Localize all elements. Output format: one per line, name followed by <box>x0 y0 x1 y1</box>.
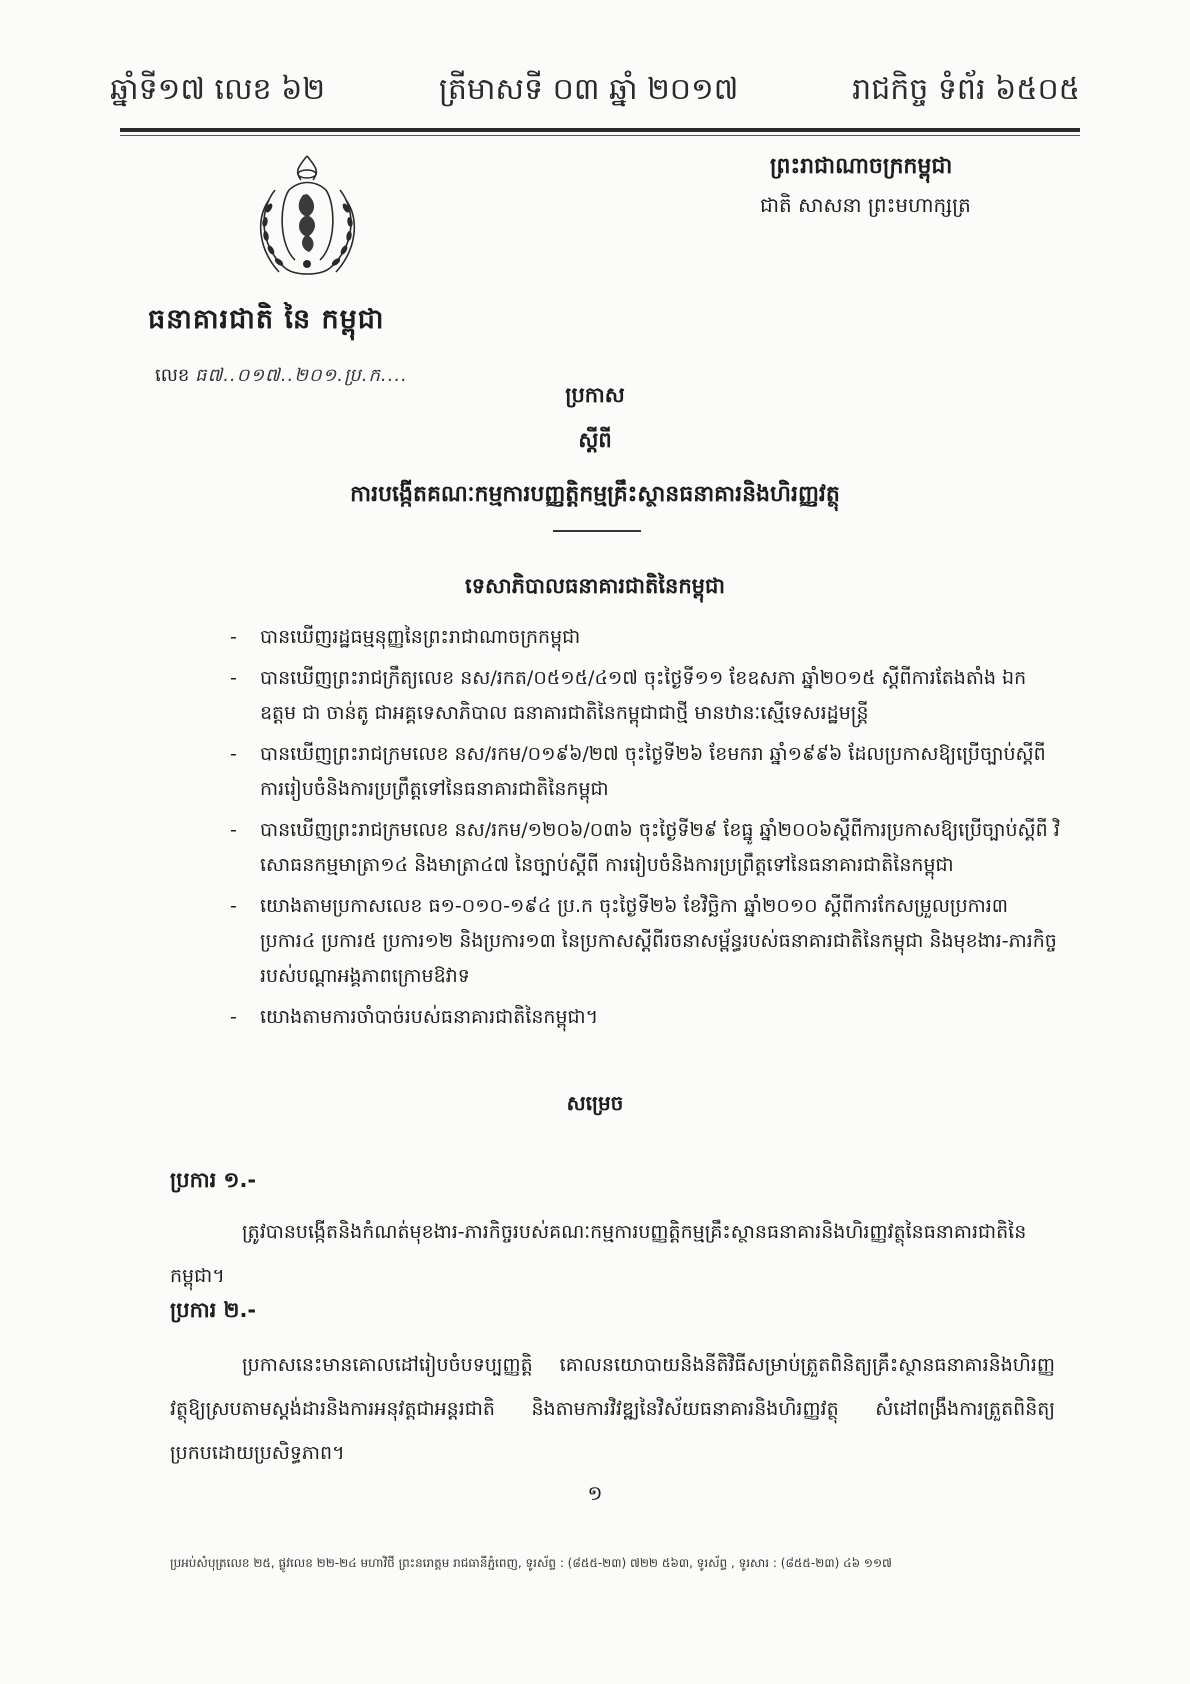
gazette-header <box>110 70 1080 114</box>
bank-name: ធនាគារជាតិ នៃ កម្ពុជា <box>148 304 385 335</box>
footer-address: ប្រអប់សំបុត្រលេខ ២៥, ផ្លូវលេខ ២២-២៤ មហាវិថី ព្រះនរោត្តម រាជធានីភ្នំពេញ, ទូរស័ព្ទ : (៨៥៥-២៣) ៧២២ ៥៦៣, ទូរស័ព្ទ , ទូរសារ : (៨៥៥-២៣) ៤៦ ១១៧ <box>170 1556 892 1570</box>
decision-heading: សម្រេច <box>566 1091 624 1115</box>
article-1-heading: ប្រការ ១.- <box>170 1168 257 1192</box>
article-2-heading: ប្រការ ២.- <box>170 1298 257 1322</box>
kingdom-motto: ជាតិ សាសនា ព្រះមហាក្សត្រ <box>760 193 971 217</box>
header-rule-thick <box>120 128 1080 132</box>
gazette-quarter: ត្រីមាសទី ០៣ ឆ្នាំ ២០១៧ <box>438 72 739 107</box>
recital-item: - បានឃើញព្រះរាជក្រឹត្យលេខ នស/រកត/០៥១៥/៤១៧ ចុះថ្ងៃទី១១ ខែឧសភា ឆ្នាំ២០១៥ ស្តីពីការតែងតាំង ឯកឧត្តម ជា ចាន់តូ ជាអគ្គទេសាភិបាល ធនាគារជាតិនៃកម្ពុជាជាថ្មី មានឋានៈស្មើទេសរដ្ឋមន្ត្រី <box>230 667 1027 724</box>
gazette-year-issue: ឆ្នាំទី១៧ លេខ ៦២ <box>110 72 326 107</box>
issuer-title: ទេសាភិបាលធនាគារជាតិនៃកម្ពុជា <box>465 574 725 598</box>
recital-item: - បានឃើញរដ្ឋធម្មនុញ្ញនៃព្រះរាជាណាចក្រកម្ពុជា <box>230 626 581 648</box>
gazette-page-ref: រាជកិច្ច ទំព័រ ៦៥០៥ <box>852 72 1080 107</box>
page-number: ១ <box>587 1481 603 1505</box>
title-divider <box>553 530 641 532</box>
doc-subject: ការបង្កើតគណៈកម្មការបញ្ញត្តិកម្មគ្រឹះស្ថានធនាគារនិងហិរញ្ញវត្ថុ <box>350 482 840 507</box>
recitals-list <box>230 620 1060 1041</box>
article-2-body: ប្រកាសនេះមានគោលដៅរៀបចំបទប្បញ្ញត្តិ គោលនយោបាយនិងនីតិវិធីសម្រាប់ត្រួតពិនិត្យគ្រឹះស្ថានធនាគារនិងហិរញ្ញវត្ថុឱ្យស្របតាមស្តង់ដារនិងការអនុវត្តជាអន្តរជាតិ និងតាមការវិវឌ្ឍនៃវិស័យធនាគារនិងហិរញ្ញវត្ថុ សំដៅពង្រឹងការត្រួតពិនិត្យប្រកបដោយប្រសិទ្ធភាព។ <box>170 1354 1055 1464</box>
bank-emblem-icon <box>245 150 370 285</box>
kingdom-name: ព្រះរាជាណាចក្រកម្ពុជា <box>770 154 953 179</box>
article-1-body: ត្រូវបានបង្កើតនិងកំណត់មុខងារ-ភារកិច្ចរបស់គណៈកម្មការបញ្ញត្តិកម្មគ្រឹះស្ថានធនាគារនិងហិរញ្ញវត្ថុនៃធនាគារជាតិនៃកម្ពុជា។ <box>170 1221 1027 1287</box>
reference-value: ធ៧..០១៧..២០១.ប្រ.ក.... <box>195 365 408 386</box>
recital-item: - យោងតាមការចាំបាច់របស់ធនាគារជាតិនៃកម្ពុជា។ <box>230 1006 599 1028</box>
doc-about-label: ស្តីពី <box>578 428 612 452</box>
recital-item: - បានឃើញព្រះរាជក្រមលេខ នស/រកម/១២០៦/០៣៦ ចុះថ្ងៃទី២៩ ខែធ្នូ ឆ្នាំ២០០៦ស្តីពីការប្រកាសឱ្យប្រើច្បាប់ស្តីពី វិសោធនកម្មមាត្រា១៤ និងមាត្រា៤៧ នៃច្បាប់ស្តីពី ការរៀបចំនិងការប្រព្រឹត្តទៅនៃធនាគារជាតិនៃកម្ពុជា <box>230 819 1060 876</box>
header-rule-thin <box>120 135 1080 136</box>
kingdom-block <box>760 152 1080 222</box>
recital-item: - យោងតាមប្រកាសលេខ ធ១-០១០-១៩៤ ប្រ.ក ចុះថ្ងៃទី២៦ ខែវិច្ឆិកា ឆ្នាំ២០១០ ស្តីពីការកែសម្រួលប្រការ៣ ប្រការ៤ ប្រការ៥ ប្រការ១២ និងប្រការ១៣ នៃប្រកាសស្តីពីរចនាសម្ព័ន្ធរបស់ធនាគារជាតិនៃកម្ពុជា និងមុខងារ-ភារកិច្ចរបស់បណ្តាអង្គភាពក្រោមឱវាទ <box>230 895 1057 987</box>
doc-type-title: ប្រកាស <box>565 383 625 407</box>
reference-label: លេខ <box>155 365 190 386</box>
recital-item: - បានឃើញព្រះរាជក្រមលេខ នស/រកម/០១៩៦/២៧ ចុះថ្ងៃទី២៦ ខែមករា ឆ្នាំ១៩៩៦ ដែលប្រកាសឱ្យប្រើច្បាប់ស្តីពី ការរៀបចំនិងការប្រព្រឹត្តទៅនៃធនាគារជាតិនៃកម្ពុជា <box>230 743 1046 800</box>
